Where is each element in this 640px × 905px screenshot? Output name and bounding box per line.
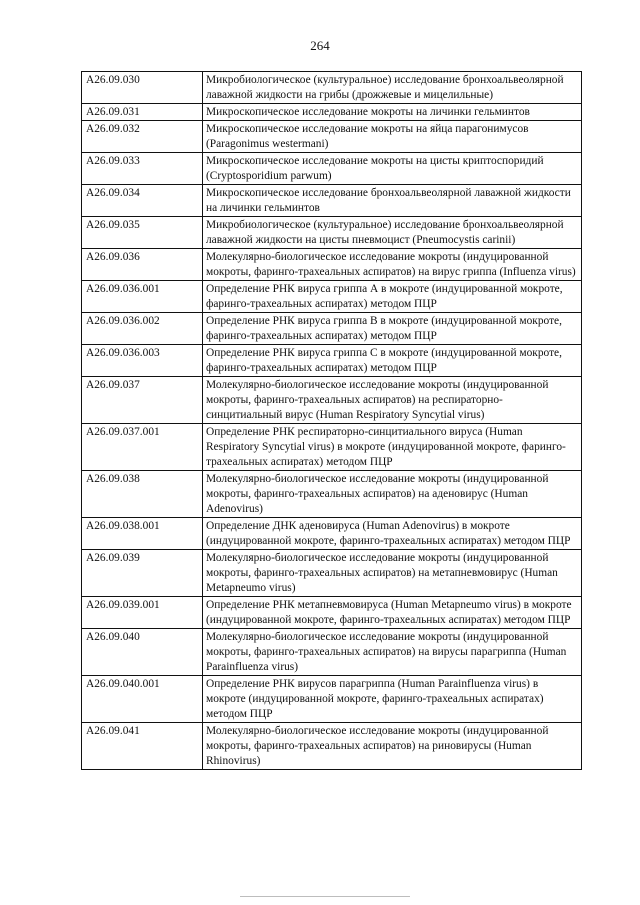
service-code: A26.09.040.001	[82, 676, 203, 723]
service-description: Определение РНК вируса гриппа В в мокроте (индуцированной мокроте, фаринго-трахеальных аспиратах) методом ПЦР	[203, 313, 582, 345]
table-row	[82, 104, 582, 121]
table-row	[82, 550, 582, 597]
table-row	[82, 723, 582, 770]
service-code: A26.09.030	[82, 72, 203, 104]
service-code: A26.09.034	[82, 185, 203, 217]
service-description: Определение РНК метапневмовируса (Human Metapneumo virus) в мокроте (индуцированной мокроте, фаринго-трахеальных аспиратах) методом ПЦР	[203, 597, 582, 629]
service-description: Определение РНК вируса гриппа А в мокроте (индуцированной мокроте, фаринго-трахеальных аспиратах) методом ПЦР	[203, 281, 582, 313]
table-row	[82, 72, 582, 104]
table-row	[82, 217, 582, 249]
service-description: Микробиологическое (культуральное) исследование бронхоальвеолярной лаважной жидкости на грибы (дрожжевые и мицелильные)	[203, 72, 582, 104]
service-code: A26.09.036.001	[82, 281, 203, 313]
service-description: Молекулярно-биологическое исследование мокроты (индуцированной мокроты, фаринго-трахеальных аспиратов) на вирусы парагриппа (Human Parainfluenza virus)	[203, 629, 582, 676]
table-row	[82, 121, 582, 153]
service-code: A26.09.038.001	[82, 518, 203, 550]
table-row	[82, 345, 582, 377]
service-code: A26.09.033	[82, 153, 203, 185]
table-row	[82, 281, 582, 313]
service-description: Микроскопическое исследование бронхоальвеолярной лаважной жидкости на личинки гельминтов	[203, 185, 582, 217]
service-code: A26.09.038	[82, 471, 203, 518]
table-row	[82, 471, 582, 518]
service-description: Молекулярно-биологическое исследование мокроты (индуцированной мокроты, фаринго-трахеальных аспиратов) на аденовирус (Human Adenovirus)	[203, 471, 582, 518]
service-description: Микробиологическое (культуральное) исследование бронхоальвеолярной лаважной жидкости на цисты пневмоцист (Pneumocystis carinii)	[203, 217, 582, 249]
table-row	[82, 153, 582, 185]
service-description: Определение ДНК аденовируса (Human Adenovirus) в мокроте (индуцированной мокроте, фаринго-трахеальных аспиратах) методом ПЦР	[203, 518, 582, 550]
service-code: A26.09.036	[82, 249, 203, 281]
service-description: Определение РНК вирусов парагриппа (Human Parainfluenza virus) в мокроте (индуцированной мокроте, фаринго-трахеальных аспиратах) методом ПЦР	[203, 676, 582, 723]
table-row	[82, 597, 582, 629]
service-code: A26.09.041	[82, 723, 203, 770]
service-description: Молекулярно-биологическое исследование мокроты (индуцированной мокроты, фаринго-трахеальных аспиратов) на метапневмовирус (Human Metapneumo virus)	[203, 550, 582, 597]
service-description: Молекулярно-биологическое исследование мокроты (индуцированной мокроты, фаринго-трахеальных аспиратов) на риновирусы (Human Rhinovirus)	[203, 723, 582, 770]
table-row	[82, 424, 582, 471]
service-description: Микроскопическое исследование мокроты на цисты криптоспоридий (Cryptosporidium parwum)	[203, 153, 582, 185]
service-description: Микроскопическое исследование мокроты на яйца парагонимусов (Paragonimus westermani)	[203, 121, 582, 153]
table-row	[82, 185, 582, 217]
table-row	[82, 313, 582, 345]
table-row	[82, 629, 582, 676]
table-row	[82, 377, 582, 424]
service-code: A26.09.037.001	[82, 424, 203, 471]
service-code: A26.09.032	[82, 121, 203, 153]
table-row	[82, 249, 582, 281]
scan-edge-line	[240, 896, 410, 897]
service-code: A26.09.035	[82, 217, 203, 249]
service-code: A26.09.031	[82, 104, 203, 121]
service-code: A26.09.039	[82, 550, 203, 597]
service-codes-table	[81, 71, 582, 770]
service-description: Молекулярно-биологическое исследование мокроты (индуцированной мокроты, фаринго-трахеальных аспиратов) на респираторно-синцитиальный вирус (Human Respiratory Syncytial virus)	[203, 377, 582, 424]
service-code: A26.09.036.003	[82, 345, 203, 377]
table-row	[82, 676, 582, 723]
service-description: Микроскопическое исследование мокроты на личинки гельминтов	[203, 104, 582, 121]
service-code: A26.09.037	[82, 377, 203, 424]
service-description: Определение РНК респираторно-синцитиального вируса (Human Respiratory Syncytial virus) в мокроте (индуцированной мокроте, фаринго-трахеальных аспиратах) методом ПЦР	[203, 424, 582, 471]
service-code: A26.09.036.002	[82, 313, 203, 345]
table-row	[82, 518, 582, 550]
service-code: A26.09.039.001	[82, 597, 203, 629]
service-code: A26.09.040	[82, 629, 203, 676]
service-codes-table-body	[82, 72, 582, 770]
page-number: 264	[310, 38, 330, 53]
service-description: Определение РНК вируса гриппа С в мокроте (индуцированной мокроте, фаринго-трахеальных аспиратах) методом ПЦР	[203, 345, 582, 377]
service-description: Молекулярно-биологическое исследование мокроты (индуцированной мокроты, фаринго-трахеальных аспиратов) на вирус гриппа (Influenza virus)	[203, 249, 582, 281]
